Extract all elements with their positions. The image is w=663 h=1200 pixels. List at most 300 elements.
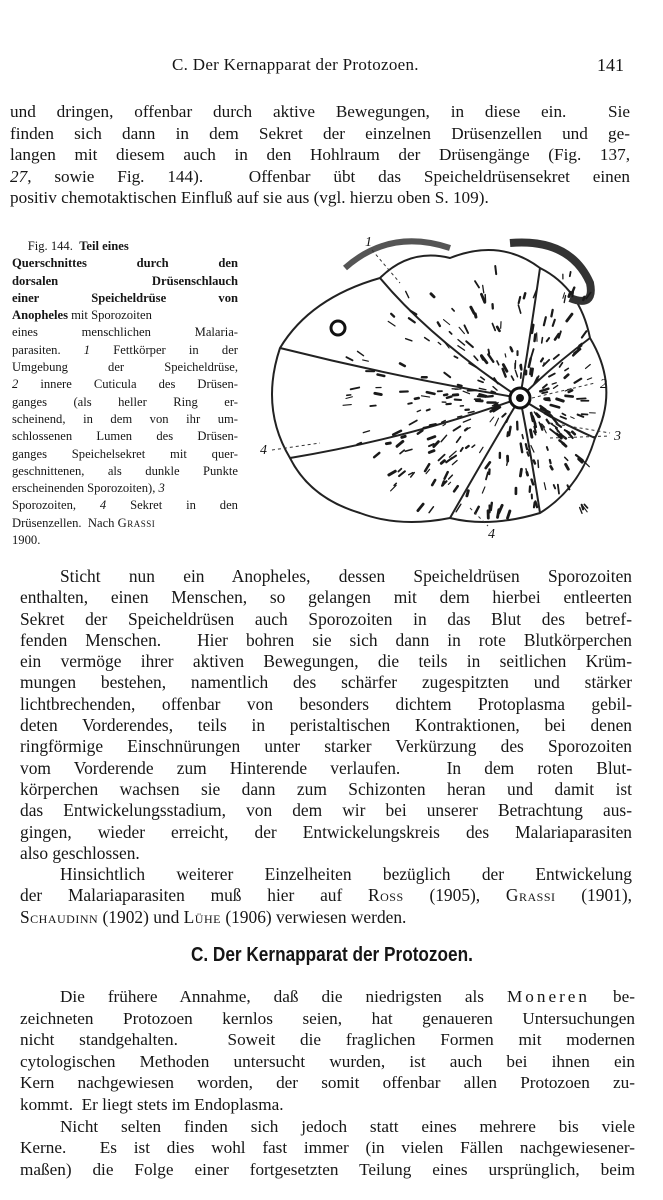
text-segment: deten Vorderendes, teils in peristaltischen Kontraktionen, bei denen xyxy=(20,715,632,736)
sporozoite-mark xyxy=(530,430,531,437)
sporozoite-mark xyxy=(554,385,558,388)
text-line xyxy=(20,566,632,587)
text-segment: (1905), xyxy=(403,885,506,906)
sporozoite-mark xyxy=(398,469,401,472)
sporozoite-mark xyxy=(406,339,412,341)
sporozoite-mark xyxy=(374,453,379,457)
sporozoite-mark xyxy=(474,356,478,360)
sporozoite-mark xyxy=(582,505,583,510)
sporozoite-mark xyxy=(490,417,494,422)
sporozoite-mark xyxy=(447,397,451,398)
author-name: Schaudinn xyxy=(20,906,99,927)
sporozoite-mark xyxy=(526,469,527,472)
sporozoite-mark xyxy=(464,325,468,333)
text-segment: dorsalen Drüsenschlauch xyxy=(12,273,238,288)
sporozoite-mark xyxy=(491,503,492,510)
sporozoite-mark xyxy=(363,360,369,361)
text-line xyxy=(20,587,632,608)
sporozoite-mark xyxy=(370,406,375,407)
sporozoite-mark xyxy=(343,405,351,406)
text-segment: enthalten, einen Menschen, so gelangen mit dem hierbei entleerten xyxy=(20,587,632,608)
sporozoite-mark xyxy=(531,446,534,453)
text-segment: mungen bestehen, namentlich des schärfer zugespitzten und stärker xyxy=(20,672,632,693)
text-segment: Anopheles xyxy=(12,308,68,323)
sporozoite-mark xyxy=(471,307,474,313)
sporozoite-mark xyxy=(448,482,450,484)
sporozoite-mark xyxy=(346,397,353,399)
sporozoite-mark xyxy=(532,480,534,485)
sporozoite-mark xyxy=(443,320,449,325)
text-line xyxy=(12,376,238,393)
sporozoite-mark xyxy=(458,385,462,386)
sporozoite-mark xyxy=(399,471,405,476)
sporozoite-mark xyxy=(563,293,565,299)
sporozoite-mark xyxy=(481,377,485,380)
sporozoite-mark xyxy=(415,398,419,399)
text-line xyxy=(10,101,630,123)
sporozoite-mark xyxy=(438,342,441,344)
text-line xyxy=(12,497,238,514)
text-segment: zeichneten Protozoen kernlos seien, hat genaueren Untersuchungen xyxy=(20,1008,635,1028)
sporozoite-mark xyxy=(409,421,416,425)
sporozoite-mark xyxy=(586,365,591,369)
text-segment: kommt. Er liegt stets im Endoplasma. xyxy=(20,1094,284,1114)
sporozoite-mark xyxy=(569,292,571,296)
sporozoite-mark xyxy=(481,356,483,359)
text-line xyxy=(20,651,632,672)
text-segment: maßen) die Folge einer fortgesetzten Teilung eines ursprünglich, beim xyxy=(20,1159,635,1179)
text-line xyxy=(12,463,238,480)
sporozoite-mark xyxy=(566,464,569,469)
sporozoite-mark xyxy=(535,335,536,342)
sporozoite-mark xyxy=(522,435,523,439)
sporozoite-mark xyxy=(449,332,451,334)
text-segment: Querschnittes durch den xyxy=(12,256,238,271)
text-line xyxy=(20,885,632,906)
text-segment: Hinsichtlich weiterer Einzelheiten bezüglich der Entwickelung xyxy=(60,864,632,885)
sporozoite-mark xyxy=(549,374,555,377)
text-segment: der Malariaparasiten muß hier auf xyxy=(20,885,369,906)
sporozoite-mark xyxy=(346,357,352,360)
sporozoite-mark xyxy=(572,292,573,297)
text-segment: 1 xyxy=(83,342,91,357)
text-segment: gingen, wieder erreicht, der Entwickelungskreis des Malariaparasiten xyxy=(20,821,632,842)
sporozoite-mark xyxy=(509,427,510,435)
sporozoite-mark xyxy=(408,403,412,404)
sporozoite-mark xyxy=(544,317,546,325)
sporozoite-mark xyxy=(452,309,454,311)
text-segment: geschnittenen, als dunkle Punkte xyxy=(12,463,238,478)
sporozoite-mark xyxy=(539,422,541,426)
text-segment: Fettkörper in der xyxy=(90,342,238,357)
sporozoite-mark xyxy=(518,305,520,313)
sporozoite-mark xyxy=(486,472,488,479)
sporozoite-mark xyxy=(480,447,483,452)
sporozoite-mark xyxy=(531,349,534,357)
text-line xyxy=(20,758,632,779)
sporozoite-mark xyxy=(520,469,521,476)
text-segment: 2 xyxy=(12,377,19,392)
sporozoite-mark xyxy=(583,297,584,300)
sporozoite-mark xyxy=(575,379,582,383)
sporozoite-mark xyxy=(502,414,505,417)
sporozoite-mark xyxy=(493,387,497,391)
sporozoite-mark xyxy=(567,314,572,321)
sporozoite-mark xyxy=(488,354,493,361)
sporozoite-mark xyxy=(391,485,396,491)
sporozoite-mark xyxy=(425,338,429,341)
sporozoite-mark xyxy=(475,314,476,317)
sporozoite-mark xyxy=(461,448,463,451)
sporozoite-mark xyxy=(454,356,457,358)
sporozoite-mark xyxy=(551,405,559,407)
sporozoite-mark xyxy=(400,363,405,366)
sporozoite-mark xyxy=(458,346,465,351)
text-line xyxy=(20,843,632,864)
sporozoite-mark xyxy=(429,507,433,513)
sporozoite-mark xyxy=(497,327,499,331)
sporozoite-mark xyxy=(428,437,435,440)
sporozoite-mark xyxy=(551,466,553,469)
sporozoite-mark xyxy=(488,350,489,354)
sporozoite-mark xyxy=(505,354,506,357)
sporozoite-mark xyxy=(542,392,547,393)
text-line xyxy=(12,428,238,445)
sporozoite-mark xyxy=(486,462,490,468)
sporozoite-mark xyxy=(534,461,535,464)
text-segment: be- xyxy=(590,987,635,1006)
sporozoite-mark xyxy=(507,432,508,436)
paragraph-continued xyxy=(10,101,630,209)
sporozoite-mark xyxy=(566,396,573,397)
text-line xyxy=(12,446,238,463)
sporozoite-mark xyxy=(444,472,447,479)
sporozoite-mark xyxy=(363,431,369,433)
text-segment: Teil eines xyxy=(79,239,129,253)
text-line xyxy=(12,342,238,359)
sporozoite-mark xyxy=(495,266,496,274)
sporozoite-mark xyxy=(427,409,430,410)
text-line xyxy=(12,394,238,411)
sporozoite-mark xyxy=(375,393,381,394)
text-segment: vom Vorderende zum Hinterende verlaufen. In dem roten Blut- xyxy=(20,757,632,778)
text-line xyxy=(20,864,632,885)
sporozoite-mark xyxy=(554,355,559,359)
sporozoite-mark xyxy=(388,321,395,326)
text-segment: (1901), xyxy=(555,885,632,906)
text-segment: ganges Speichelsekret mit quer- xyxy=(12,446,238,461)
sporozoite-mark xyxy=(542,338,543,343)
sporozoite-mark xyxy=(519,297,521,303)
section-heading: C. Der Kernapparat der Protozoen. xyxy=(190,944,473,966)
sporozoite-mark xyxy=(506,417,508,422)
author-name: Grassi xyxy=(505,885,556,906)
sporozoite-mark xyxy=(498,510,499,518)
text-segment: das Entwickelungsstadium, von dem wir bei unserer Betrachtung aus- xyxy=(20,800,632,821)
sporozoite-mark xyxy=(495,418,499,426)
sporozoite-mark xyxy=(532,325,533,333)
sporozoite-mark xyxy=(547,447,548,450)
sporozoite-mark xyxy=(421,396,429,397)
text-segment: Moneren xyxy=(506,987,591,1006)
sporozoite-mark xyxy=(397,441,403,446)
sporozoite-mark xyxy=(565,368,568,370)
text-line xyxy=(12,515,238,532)
sporozoite-mark xyxy=(561,417,566,419)
sporozoite-mark xyxy=(541,358,543,361)
text-line xyxy=(12,532,238,549)
text-segment: Sticht nun ein Anopheles, dessen Speicheldrüsen Sporozoiten xyxy=(60,566,632,586)
sporozoite-mark xyxy=(405,449,412,451)
sporozoite-mark xyxy=(587,378,591,380)
text-segment: eines menschlichen Malaria- xyxy=(12,325,238,340)
figure-caption xyxy=(12,238,238,549)
sporozoite-mark xyxy=(443,482,444,485)
sporozoite-mark xyxy=(446,458,452,462)
sporozoite-mark xyxy=(457,437,461,442)
sporozoite-mark xyxy=(524,293,525,298)
sporozoite-mark xyxy=(570,272,571,276)
sporozoite-mark xyxy=(521,444,522,453)
text-segment: körperchen wachsen sie dann zum Schizonten heran und damit ist xyxy=(20,778,632,799)
text-line xyxy=(20,1029,635,1051)
sporozoite-mark xyxy=(584,504,587,507)
text-segment: 3 xyxy=(158,481,165,496)
sporozoite-mark xyxy=(480,395,486,397)
sporozoite-mark xyxy=(540,389,548,392)
sporozoite-mark xyxy=(441,435,446,441)
sporozoite-mark xyxy=(468,412,474,413)
author-name: Ross xyxy=(368,885,404,906)
cell-boundary xyxy=(290,398,520,458)
sporozoite-mark xyxy=(351,387,360,389)
sporozoite-mark xyxy=(406,291,409,297)
sporozoite-mark xyxy=(564,296,565,303)
sporozoite-mark xyxy=(555,334,559,339)
sporozoite-mark xyxy=(427,392,435,394)
sporozoite-mark xyxy=(529,359,531,367)
text-segment: also geschlossen. xyxy=(20,842,140,863)
sporozoite-mark xyxy=(458,340,465,345)
sporozoite-mark xyxy=(545,400,549,401)
sporozoite-mark xyxy=(467,491,468,496)
text-line xyxy=(20,609,632,630)
sporozoite-mark xyxy=(417,410,420,411)
text-line xyxy=(12,290,238,307)
sporozoite-mark xyxy=(582,331,587,337)
sporozoite-mark xyxy=(454,486,458,491)
sporozoite-mark xyxy=(431,294,434,297)
text-line xyxy=(20,822,632,843)
sporozoite-mark xyxy=(466,446,469,448)
sporozoite-mark xyxy=(463,391,469,393)
text-segment: Drüsenzellen. Nach xyxy=(12,515,118,530)
text-line xyxy=(20,1159,635,1181)
text-segment: lichtbrechenden, offenbar von besonders dichtem Protoplasma gebil- xyxy=(20,693,632,714)
text-line xyxy=(20,800,632,821)
sporozoite-mark xyxy=(532,369,533,376)
text-segment: ringförmige Einschnürungen unter starker Verkürzung des Sporozoiten xyxy=(20,736,632,757)
text-line xyxy=(12,359,238,376)
sporozoite-mark xyxy=(492,324,495,331)
sporozoite-mark xyxy=(386,443,390,444)
text-segment: parasiten. xyxy=(12,342,84,357)
text-segment: ein vermöge ihrer aktiven Bewegungen, die teils in seitlichen Krüm- xyxy=(20,651,632,672)
sporozoite-mark xyxy=(535,501,537,507)
sporozoite-mark xyxy=(577,398,586,399)
sporozoite-mark xyxy=(463,419,470,422)
sporozoite-mark xyxy=(481,294,484,302)
text-line xyxy=(12,255,238,272)
sporozoite-mark xyxy=(569,390,572,392)
sporozoite-mark xyxy=(479,388,486,389)
text-segment: einer Speicheldrüse von xyxy=(12,290,238,305)
sporozoite-mark xyxy=(563,443,566,446)
sporozoite-mark xyxy=(475,281,479,287)
sporozoite-mark xyxy=(482,487,485,493)
sporozoite-mark xyxy=(557,399,563,401)
text-line xyxy=(20,1072,635,1094)
sporozoite-mark xyxy=(552,383,556,384)
lumen-center xyxy=(516,394,524,402)
text-segment: Sporozoiten, xyxy=(12,498,100,513)
cell-boundary xyxy=(380,278,520,398)
sporozoite-mark xyxy=(547,338,549,341)
paragraph-sporozoites xyxy=(20,566,632,928)
text-line xyxy=(20,736,632,757)
sporozoite-mark xyxy=(357,351,363,355)
text-segment: langen mit diesem auch in den Hohlraum der Drüsengänge (Fig. 137, xyxy=(10,145,630,165)
text-line xyxy=(20,715,632,736)
text-segment: scheinend, in dem von ihr um- xyxy=(12,411,238,426)
sporozoite-mark xyxy=(553,320,555,326)
sporozoite-mark xyxy=(430,425,435,426)
sporozoite-mark xyxy=(444,394,447,395)
text-line xyxy=(10,123,630,145)
text-segment: 27 xyxy=(10,166,28,186)
text-line xyxy=(20,630,632,651)
sporozoite-mark xyxy=(409,318,415,322)
sporozoite-mark xyxy=(402,436,405,437)
text-line xyxy=(20,986,635,1008)
text-segment: fenden Menschen. Hier bohren sie sich dann in rote Blutkörperchen xyxy=(20,629,632,650)
text-line xyxy=(10,144,630,166)
sporozoite-mark xyxy=(580,508,582,514)
sporozoite-mark xyxy=(452,460,457,464)
sporozoite-mark xyxy=(391,314,394,317)
text-line xyxy=(12,480,238,497)
text-line xyxy=(20,1137,635,1159)
text-segment: Die frühere Annahme, daß die niedrigsten als xyxy=(60,987,507,1006)
sporozoite-mark xyxy=(571,417,575,419)
text-segment: (1902) und xyxy=(98,906,184,927)
text-line xyxy=(10,187,630,209)
sporozoite-mark xyxy=(511,376,513,380)
sporozoite-mark xyxy=(475,507,479,514)
sporozoite-mark xyxy=(521,366,522,369)
text-segment: und dringen, offenbar durch aktive Bewegungen, in diese ein. Sie xyxy=(10,102,630,121)
sporozoite-mark xyxy=(554,485,555,488)
text-segment: Kern nachgewiesen worden, der somit offenbar allen Protozoen zu- xyxy=(20,1073,635,1093)
sporozoite-mark xyxy=(558,485,559,494)
sporozoite-mark xyxy=(357,443,361,445)
sporozoite-mark xyxy=(429,451,434,453)
sporozoite-mark xyxy=(565,457,568,460)
sporozoite-mark xyxy=(454,426,461,430)
sporozoite-mark xyxy=(560,363,563,367)
text-segment: Nicht selten finden sich jedoch statt eines mehrere bis viele xyxy=(60,1116,635,1136)
text-segment: cytologischen Methoden untersucht wurden, ist auch bei ihnen ein xyxy=(20,1051,635,1071)
text-line xyxy=(20,1094,635,1116)
sporozoite-mark xyxy=(423,427,429,428)
sporozoite-mark xyxy=(491,391,495,392)
text-line xyxy=(12,411,238,428)
fat-body xyxy=(510,243,591,301)
sporozoite-mark xyxy=(527,452,528,456)
sporozoite-mark xyxy=(472,445,475,447)
sporozoite-mark xyxy=(538,460,539,467)
text-line xyxy=(12,307,238,324)
text-segment: nicht standgehalten. Soweit die fraglichen Formen mit modernen xyxy=(20,1030,635,1050)
author-name: Lühe xyxy=(183,906,221,927)
text-line xyxy=(10,166,630,188)
text-line xyxy=(20,694,632,715)
sporozoite-mark xyxy=(534,502,535,507)
sporozoite-mark xyxy=(572,432,574,434)
text-segment: Sekret der Speicheldrüsen auch Sporozoiten in das Blut des betref- xyxy=(20,608,632,629)
sporozoite-mark xyxy=(544,483,546,490)
text-segment: (1906) verwiesen werden. xyxy=(220,906,407,927)
figure-label-4: 4 xyxy=(260,443,267,458)
text-segment: mit Sporozoiten xyxy=(67,308,152,323)
text-segment: Umgebung der Speicheldrüse, xyxy=(12,360,238,375)
text-line xyxy=(20,672,632,693)
sporozoite-mark xyxy=(441,461,444,464)
figure-label-3: 3 xyxy=(614,429,621,444)
sporozoite-mark xyxy=(551,310,552,316)
text-segment: schlossenen Lumen des Drüsen- xyxy=(12,429,238,444)
sporozoite-mark xyxy=(487,396,492,397)
page-number: 141 xyxy=(597,55,624,75)
sporozoite-mark xyxy=(459,327,464,333)
figure-label-1: 1 xyxy=(365,235,372,250)
paragraph-kernapparat xyxy=(20,986,635,1180)
sporozoite-mark xyxy=(526,444,527,449)
leader-line-4a xyxy=(272,443,320,450)
sporozoite-mark xyxy=(438,322,440,326)
text-segment: Fig. 144. xyxy=(12,239,80,253)
figure-144-gland-cross-section xyxy=(250,228,650,548)
sporozoite-mark xyxy=(543,385,547,388)
sporozoite-mark xyxy=(449,475,453,479)
text-line xyxy=(12,273,238,290)
sporozoite-mark xyxy=(478,380,483,382)
sporozoite-mark xyxy=(550,460,551,463)
sporozoite-mark xyxy=(466,341,473,347)
sporozoite-mark xyxy=(400,450,404,453)
text-segment: innere Cuticula des Drüsen- xyxy=(18,377,238,392)
sporozoite-mark xyxy=(565,375,568,378)
sporozoite-mark xyxy=(497,361,499,365)
sporozoite-mark xyxy=(562,414,565,416)
sporozoite-mark xyxy=(494,405,497,406)
sporozoite-mark xyxy=(515,370,517,376)
text-segment: 4 xyxy=(99,498,107,513)
sporozoite-mark xyxy=(444,373,450,377)
sporozoite-mark xyxy=(378,374,385,376)
figure-label-2: 2 xyxy=(600,377,607,392)
text-line xyxy=(20,1116,635,1138)
